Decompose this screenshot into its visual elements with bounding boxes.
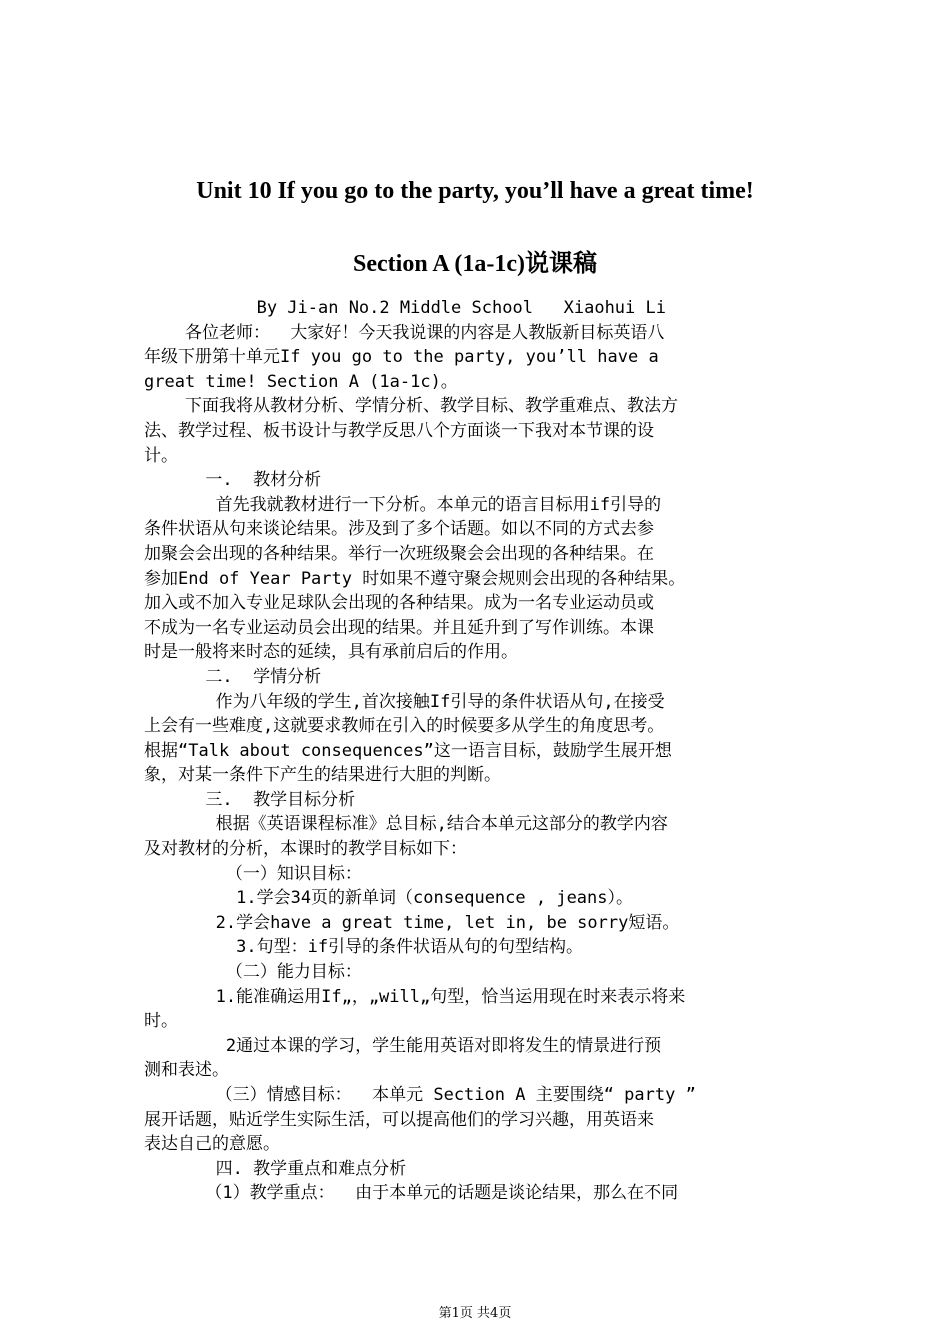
text-line: 根据“Talk about consequences”这一语言目标，鼓励学生展开想 (144, 740, 672, 761)
document-title: Unit 10 If you go to the party, you’ll have a great time! (196, 178, 754, 204)
text-line: 加聚会会出现的各种结果。举行一次班级聚会会出现的各种结果。在 (144, 543, 654, 564)
text-line: great time! Section A (1a-1c)。 (144, 371, 458, 392)
page-footer: 第1页 共4页 (438, 1306, 512, 1321)
text-line: 2通过本课的学习，学生能用英语对即将发生的情景进行预 (144, 1035, 662, 1056)
text-line: 年级下册第十单元If you go to the party, you’ll have a (144, 347, 659, 368)
text-line: 二. 学情分析 (144, 666, 322, 687)
text-line: 各位老师： 大家好！今天我说课的内容是人教版新目标英语八 (144, 322, 665, 343)
text-line: （1）教学重点： 由于本单元的话题是谈论结果，那么在不同 (144, 1183, 679, 1204)
text-line: 及对教材的分析，本课时的教学目标如下： (144, 839, 467, 860)
text-line: 2.学会have a great time, let in, be sorry短语。 (144, 912, 680, 933)
text-line: 参加End of Year Party 时如果不遵守聚会规则会出现的各种结果。 (144, 568, 686, 589)
text-line: 时是一般将来时态的延续，具有承前启后的作用。 (144, 642, 518, 663)
text-line: 三. 教学目标分析 (144, 789, 356, 810)
text-line: By Ji-an No.2 Middle School Xiaohui Li (144, 298, 666, 318)
text-line: 测和表述。 (144, 1060, 229, 1081)
text-line: 作为八年级的学生,首次接触If引导的条件状语从句,在接受 (144, 691, 665, 712)
text-line: 条件状语从句来谈论结果。涉及到了多个话题。如以不同的方式去参 (144, 519, 654, 540)
text-line: 上会有一些难度,这就要求教师在引入的时候要多从学生的角度思考。 (144, 716, 665, 737)
text-line: 象，对某一条件下产生的结果进行大胆的判断。 (144, 765, 501, 786)
document-body (144, 296, 812, 1206)
text-line: 计。 (144, 445, 178, 466)
text-line: 加入或不加入专业足球队会出现的各种结果。成为一名专业运动员或 (144, 593, 654, 614)
text-line: （一）知识目标： (144, 863, 362, 884)
text-line: 下面我将从教材分析、学情分析、教学目标、教学重难点、教法方 (144, 396, 678, 417)
text-line: 四. 教学重点和难点分析 (144, 1158, 407, 1179)
document-subtitle: Section A (1a-1c)说课稿 (353, 251, 597, 277)
text-line: 一. 教材分析 (144, 470, 322, 491)
text-line: 展开话题，贴近学生实际生活，可以提高他们的学习兴趣，用英语来 (144, 1109, 654, 1130)
text-line: 表达自己的意愿。 (144, 1134, 280, 1155)
text-line: 1.学会34页的新单词（consequence , jeans）。 (144, 888, 634, 909)
text-line: （三）情感目标： 本单元 Section A 主要围绕“ party ” (144, 1085, 696, 1105)
text-line: 时。 (144, 1011, 178, 1032)
text-line: 根据《英语课程标准》总目标,结合本单元这部分的教学内容 (144, 814, 668, 835)
text-line: 法、教学过程、板书设计与教学反思八个方面谈一下我对本节课的设 (144, 420, 654, 441)
text-line: 首先我就教材进行一下分析。本单元的语言目标用if引导的 (144, 494, 662, 515)
text-line: 3.句型：if引导的条件状语从句的句型结构。 (144, 937, 584, 958)
text-line: 不成为一名专业运动员会出现的结果。并且延升到了写作训练。本课 (144, 617, 654, 638)
text-line: 1.能准确运用If„，„will„句型，恰当运用现在时来表示将来 (144, 986, 686, 1007)
text-line: （二）能力目标： (144, 962, 362, 983)
